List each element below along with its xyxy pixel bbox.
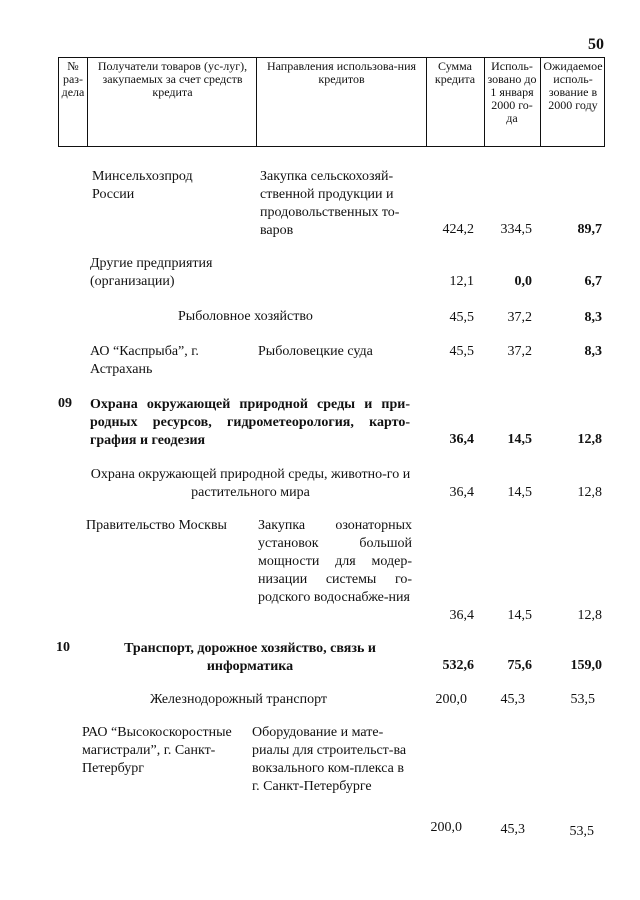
sum-cell: 45,5 xyxy=(449,310,474,325)
recipient-cell: Другие предприятия (организации) xyxy=(90,256,213,289)
expected-cell: 6,7 xyxy=(584,274,602,289)
section-number: 10 xyxy=(56,640,70,655)
recipient-cell: Правительство Москвы xyxy=(86,518,227,533)
recipient-cell: Минсельхозпрод России xyxy=(92,169,193,202)
subheading: Рыболовное хозяйство xyxy=(178,309,313,324)
sum-cell: 36,4 xyxy=(449,432,474,447)
used-cell: 45,3 xyxy=(500,822,525,837)
expected-cell: 8,3 xyxy=(584,310,602,325)
expected-cell: 12,8 xyxy=(577,432,602,447)
subheading: Охрана окружающей природной среды, животно-го и растительного мира xyxy=(90,467,411,500)
header-expected: Ожидаемое исполь-зование в 2000 году xyxy=(543,59,603,112)
header-sum: Сумма кредита xyxy=(434,59,476,86)
used-cell: 75,6 xyxy=(507,658,532,673)
direction-cell: Оборудование и мате-риалы для строительст-ва вокзального ком-плекса в г. Санкт-Петербурге xyxy=(252,725,407,794)
header-used: Исполь-зовано до 1 января 2000 го-да xyxy=(487,59,537,125)
direction-cell: Рыболовецкие суда xyxy=(258,344,373,359)
page-number: 50 xyxy=(588,36,604,53)
section-title: Транспорт, дорожное хозяйство, связь и информатика xyxy=(124,641,376,674)
expected-cell: 12,8 xyxy=(577,485,602,500)
used-cell: 14,5 xyxy=(507,485,532,500)
used-cell: 334,5 xyxy=(500,222,532,237)
sum-cell: 36,4 xyxy=(449,608,474,623)
used-cell: 0,0 xyxy=(514,274,532,289)
sum-cell: 200,0 xyxy=(435,692,467,707)
expected-cell: 12,8 xyxy=(577,608,602,623)
expected-cell: 53,5 xyxy=(569,824,594,839)
used-cell: 37,2 xyxy=(507,344,532,359)
used-cell: 45,3 xyxy=(500,692,525,707)
expected-cell: 159,0 xyxy=(570,658,602,673)
table-header xyxy=(58,57,605,147)
header-directions: Направления использова-ния кредитов xyxy=(266,59,417,86)
sum-cell: 12,1 xyxy=(449,274,474,289)
expected-cell: 89,7 xyxy=(577,222,602,237)
section-title: Охрана окружающей природной среды и при-родных ресурсов, гидрометеорология, карто-графия и геодезия xyxy=(90,397,410,448)
section-number: 09 xyxy=(58,396,72,411)
used-cell: 14,5 xyxy=(507,608,532,623)
recipient-cell: АО “Каспрыба”, г. Астрахань xyxy=(90,344,199,377)
sum-cell: 45,5 xyxy=(449,344,474,359)
header-section-number: № раз-дела xyxy=(61,59,85,99)
sum-cell: 200,0 xyxy=(430,820,462,835)
sum-cell: 424,2 xyxy=(442,222,474,237)
used-cell: 14,5 xyxy=(507,432,532,447)
direction-cell: Закупка сельскохозяй-ственной продукции и продовольственных то-варов xyxy=(260,169,400,238)
expected-cell: 8,3 xyxy=(584,344,602,359)
used-cell: 37,2 xyxy=(507,310,532,325)
subheading: Железнодорожный транспорт xyxy=(150,692,328,707)
sum-cell: 36,4 xyxy=(449,485,474,500)
expected-cell: 53,5 xyxy=(570,692,595,707)
header-recipients: Получатели товаров (ус-луг), закупаемых за счет средств кредита xyxy=(97,59,248,99)
recipient-cell: РАО “Высокоскоростные магистрали”, г. Санкт-Петербург xyxy=(82,725,232,776)
direction-cell: Закупка озонаторных установок большой мощности для модер-низации системы го-родского водоснабже-ния xyxy=(258,518,412,605)
sum-cell: 532,6 xyxy=(442,658,474,673)
